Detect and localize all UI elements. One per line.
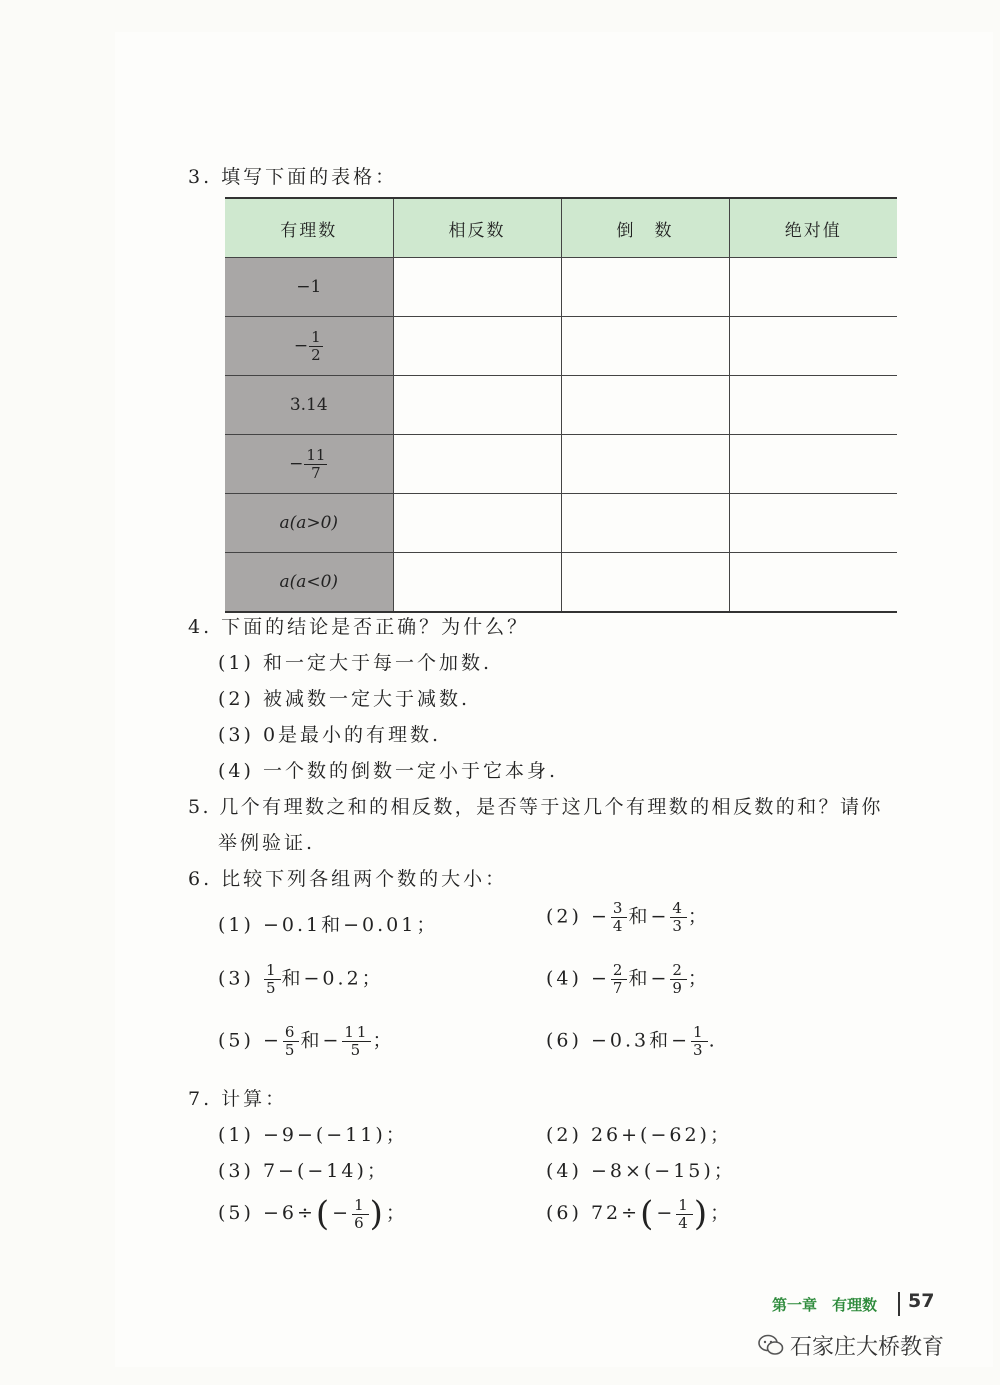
q4-item-1: (1) 和一定大于每一个加数. [218, 652, 492, 674]
blank-cell[interactable] [393, 376, 561, 435]
blank-cell[interactable] [561, 317, 729, 376]
table-row [225, 376, 897, 435]
blank-cell[interactable] [729, 376, 897, 435]
q7-part-3: (3) 7−(−14)； [218, 1160, 389, 1182]
blank-cell[interactable] [729, 494, 897, 553]
blank-cell[interactable] [561, 376, 729, 435]
watermark-text: 石家庄大桥教育 [790, 1335, 945, 1360]
blank-cell[interactable] [561, 435, 729, 494]
row-value: 3.14 [225, 376, 393, 435]
header-rational: 有理数 [225, 198, 393, 258]
q6-part-5: (5) − $\frac{6}{5}$ 和− $\frac{11}{5}$ ； [218, 1023, 395, 1059]
blank-cell[interactable] [729, 553, 897, 613]
blank-cell[interactable] [729, 258, 897, 317]
q7-part-2: (2) 26+(−62)； [546, 1124, 732, 1146]
q4-item-2: (2) 被减数一定大于减数. [218, 688, 470, 710]
fraction: $\frac{2}{9}$ [672, 961, 685, 997]
table-row [225, 494, 897, 553]
blank-cell[interactable] [393, 553, 561, 613]
fraction: $\frac{4}{3}$ [672, 899, 685, 935]
footer-divider [898, 1292, 900, 1316]
q3-title: 3. 填写下面的表格： [188, 166, 398, 188]
q6-part-3: (3) $\frac{1}{5}$ 和−0.2； [218, 961, 384, 997]
table-row [225, 553, 897, 613]
row-value: a(a>0) [225, 494, 393, 553]
header-opposite: 相反数 [393, 198, 561, 258]
page-number: 57 [908, 1290, 935, 1312]
q7-title: 7. 计算： [188, 1088, 288, 1110]
blank-cell[interactable] [393, 317, 561, 376]
blank-cell[interactable] [729, 317, 897, 376]
blank-cell[interactable] [393, 494, 561, 553]
row-value: a(a<0) [225, 553, 393, 613]
q6-part-1: (1) −0.1和−0.01； [218, 914, 439, 936]
q5-line-1: 5. 几个有理数之和的相反数，是否等于这几个有理数的相反数的和？请你 [188, 796, 883, 818]
fraction: $\frac{1}{4}$ [678, 1195, 691, 1232]
table-header-row [225, 198, 897, 258]
fraction: $\frac{11}{5}$ [344, 1023, 370, 1059]
q6-part-6: (6) −0.3和− $\frac{1}{3}$ . [546, 1023, 718, 1059]
row-value: − $\frac{1}{2}$ [225, 317, 393, 376]
q6-part-2: (2) − $\frac{3}{4}$ 和− $\frac{4}{3}$ ； [546, 899, 710, 935]
table-row [225, 435, 897, 494]
blank-cell[interactable] [561, 553, 729, 613]
q4-item-3: (3) 0是最小的有理数. [218, 724, 442, 746]
blank-cell[interactable] [393, 258, 561, 317]
row-value: −1 [225, 258, 393, 317]
table-row [225, 258, 897, 317]
header-absolute: 绝对值 [729, 198, 897, 258]
chapter-label: 第一章 有理数 [772, 1296, 878, 1314]
q4-item-4: (4) 一个数的倒数一定小于它本身. [218, 760, 558, 782]
fraction: $\frac{1}{3}$ [693, 1023, 706, 1059]
header-reciprocal: 倒 数 [561, 198, 729, 258]
row-value: − $\frac{11}{7}$ [225, 435, 393, 494]
q6-title: 6. 比较下列各组两个数的大小： [188, 868, 508, 890]
wechat-icon [758, 1334, 784, 1356]
q7-part-6: (6) 72÷(− $\frac{1}{4}$ )； [546, 1194, 733, 1234]
fraction: $\frac{1}{5}$ [265, 961, 279, 997]
fraction: $\frac{6}{5}$ [284, 1023, 298, 1059]
q4-title: 4. 下面的结论是否正确？为什么？ [188, 616, 530, 638]
fraction: $\frac{3}{4}$ [612, 899, 626, 935]
fraction: $\frac{2}{7}$ [612, 961, 626, 997]
blank-cell[interactable] [561, 258, 729, 317]
q6-part-4: (4) − $\frac{2}{7}$ 和− $\frac{2}{9}$ ； [546, 961, 710, 997]
blank-cell[interactable] [393, 435, 561, 494]
blank-cell[interactable] [561, 494, 729, 553]
fraction: $\frac{1}{6}$ [354, 1195, 367, 1232]
fraction: $\frac{1}{2}$ [311, 327, 321, 364]
q7-part-1: (1) −9−(−11)； [218, 1124, 408, 1146]
q5-line-2: 举例验证. [218, 832, 316, 854]
fraction: $\frac{11}{7}$ [306, 445, 326, 482]
q7-part-5: (5) −6÷(− $\frac{1}{6}$ )； [218, 1194, 408, 1234]
blank-cell[interactable] [729, 435, 897, 494]
table-row [225, 317, 897, 376]
q7-part-4: (4) −8×(−15)； [546, 1160, 736, 1182]
fill-table [225, 197, 897, 613]
